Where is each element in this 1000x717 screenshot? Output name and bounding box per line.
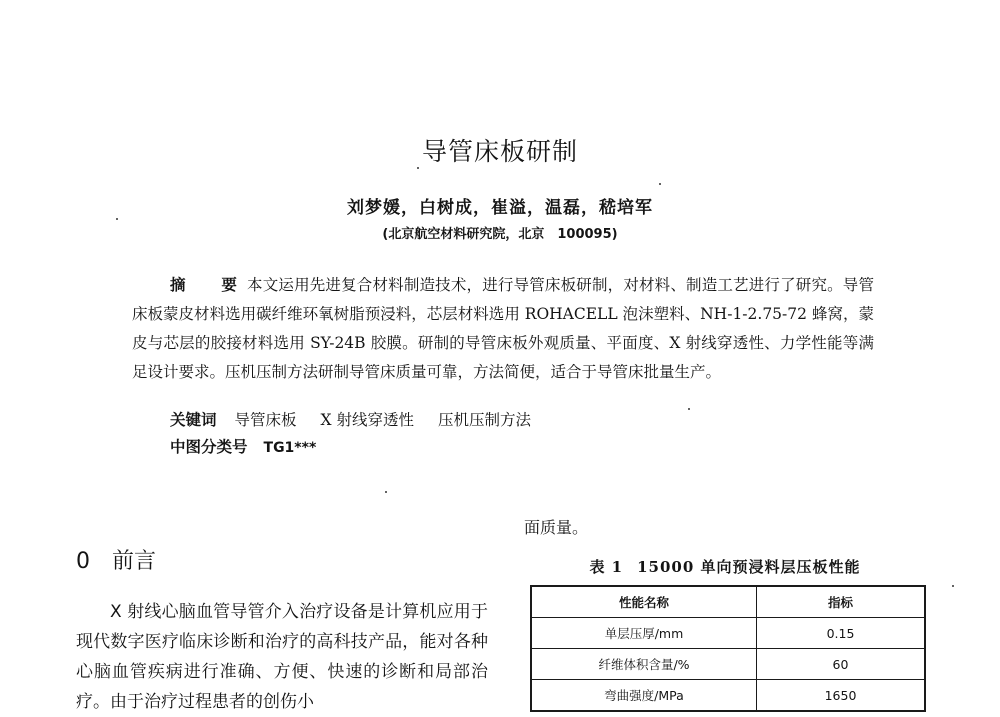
table-row [531, 618, 925, 649]
classification-line [170, 434, 316, 461]
classification-code: TG1*** [263, 440, 317, 456]
keywords-label: 关键词 [170, 410, 217, 429]
table-row [531, 680, 925, 712]
section-heading [76, 544, 156, 575]
scan-speck [688, 408, 690, 410]
intro-paragraph-text: X 射线心脑血管导管介入治疗设备是计算机应用于现代数字医疗临床诊断和治疗的高科技产品，能对各种心脑血管疾病进行准确、方便、快速的诊断和局部治疗。由于治疗过程患者的创伤小 [76, 602, 488, 712]
section-title: 前言 [112, 549, 157, 574]
abstract-text: 本文运用先进复合材料制造技术，进行导管床板研制，对材料、制造工艺进行了研究。导管床板蒙皮材料选用碳纤维环氧树脂预浸料，芯层材料选用 ROHACELL 泡沫塑料、NH-1-2.75-72 蜂窝，蒙皮与芯层的胶接材料选用 SY-24B 胶膜。研制的导管床板外观质量、平面度、X 射线穿透性、力学性能等满足设计要求。压机压制方法研制导管床质量可靠，方法简便，适合于导管床批量生产。 [132, 276, 874, 381]
classification-label: 中图分类号 [170, 437, 248, 456]
table-cell: 1650 [757, 680, 926, 712]
keyword-item: X 射线穿透性 [320, 411, 414, 429]
table-number: 表 1 [589, 558, 624, 576]
scan-speck [659, 183, 661, 185]
table-cell: 纤维体积含量/% [531, 649, 757, 680]
table-cell: 弯曲强度/MPa [531, 680, 757, 712]
scan-speck [417, 167, 419, 169]
affiliation: (北京航空材料研究院，北京 100095) [382, 227, 618, 242]
table-header-row [531, 586, 925, 618]
table-header-cell: 指标 [757, 586, 926, 618]
table-caption [520, 556, 930, 577]
abstract-label: 摘 要 [170, 275, 248, 294]
table-cell: 0.15 [757, 618, 926, 649]
intro-paragraph [76, 597, 488, 717]
table-caption-text: 15000 单向预浸料层压板性能 [637, 558, 861, 576]
table-header-cell: 性能名称 [531, 586, 757, 618]
keywords-line [170, 407, 555, 433]
table-cell: 60 [757, 649, 926, 680]
scan-speck [385, 491, 387, 493]
abstract-block [132, 270, 874, 387]
table-row [531, 649, 925, 680]
paper-title: 导管床板研制 [421, 137, 578, 166]
scan-speck [116, 218, 118, 220]
scan-speck [952, 585, 954, 587]
keyword-item: 压机压制方法 [438, 411, 532, 429]
author-list: 刘梦媛，白树成，崔溢，温磊，嵇培军 [347, 198, 653, 218]
right-column-continuation: 面质量。 [524, 518, 589, 537]
table-cell: 单层压厚/mm [531, 618, 757, 649]
section-number: 0 [76, 549, 90, 574]
keyword-item: 导管床板 [234, 411, 297, 429]
properties-table [530, 585, 926, 712]
